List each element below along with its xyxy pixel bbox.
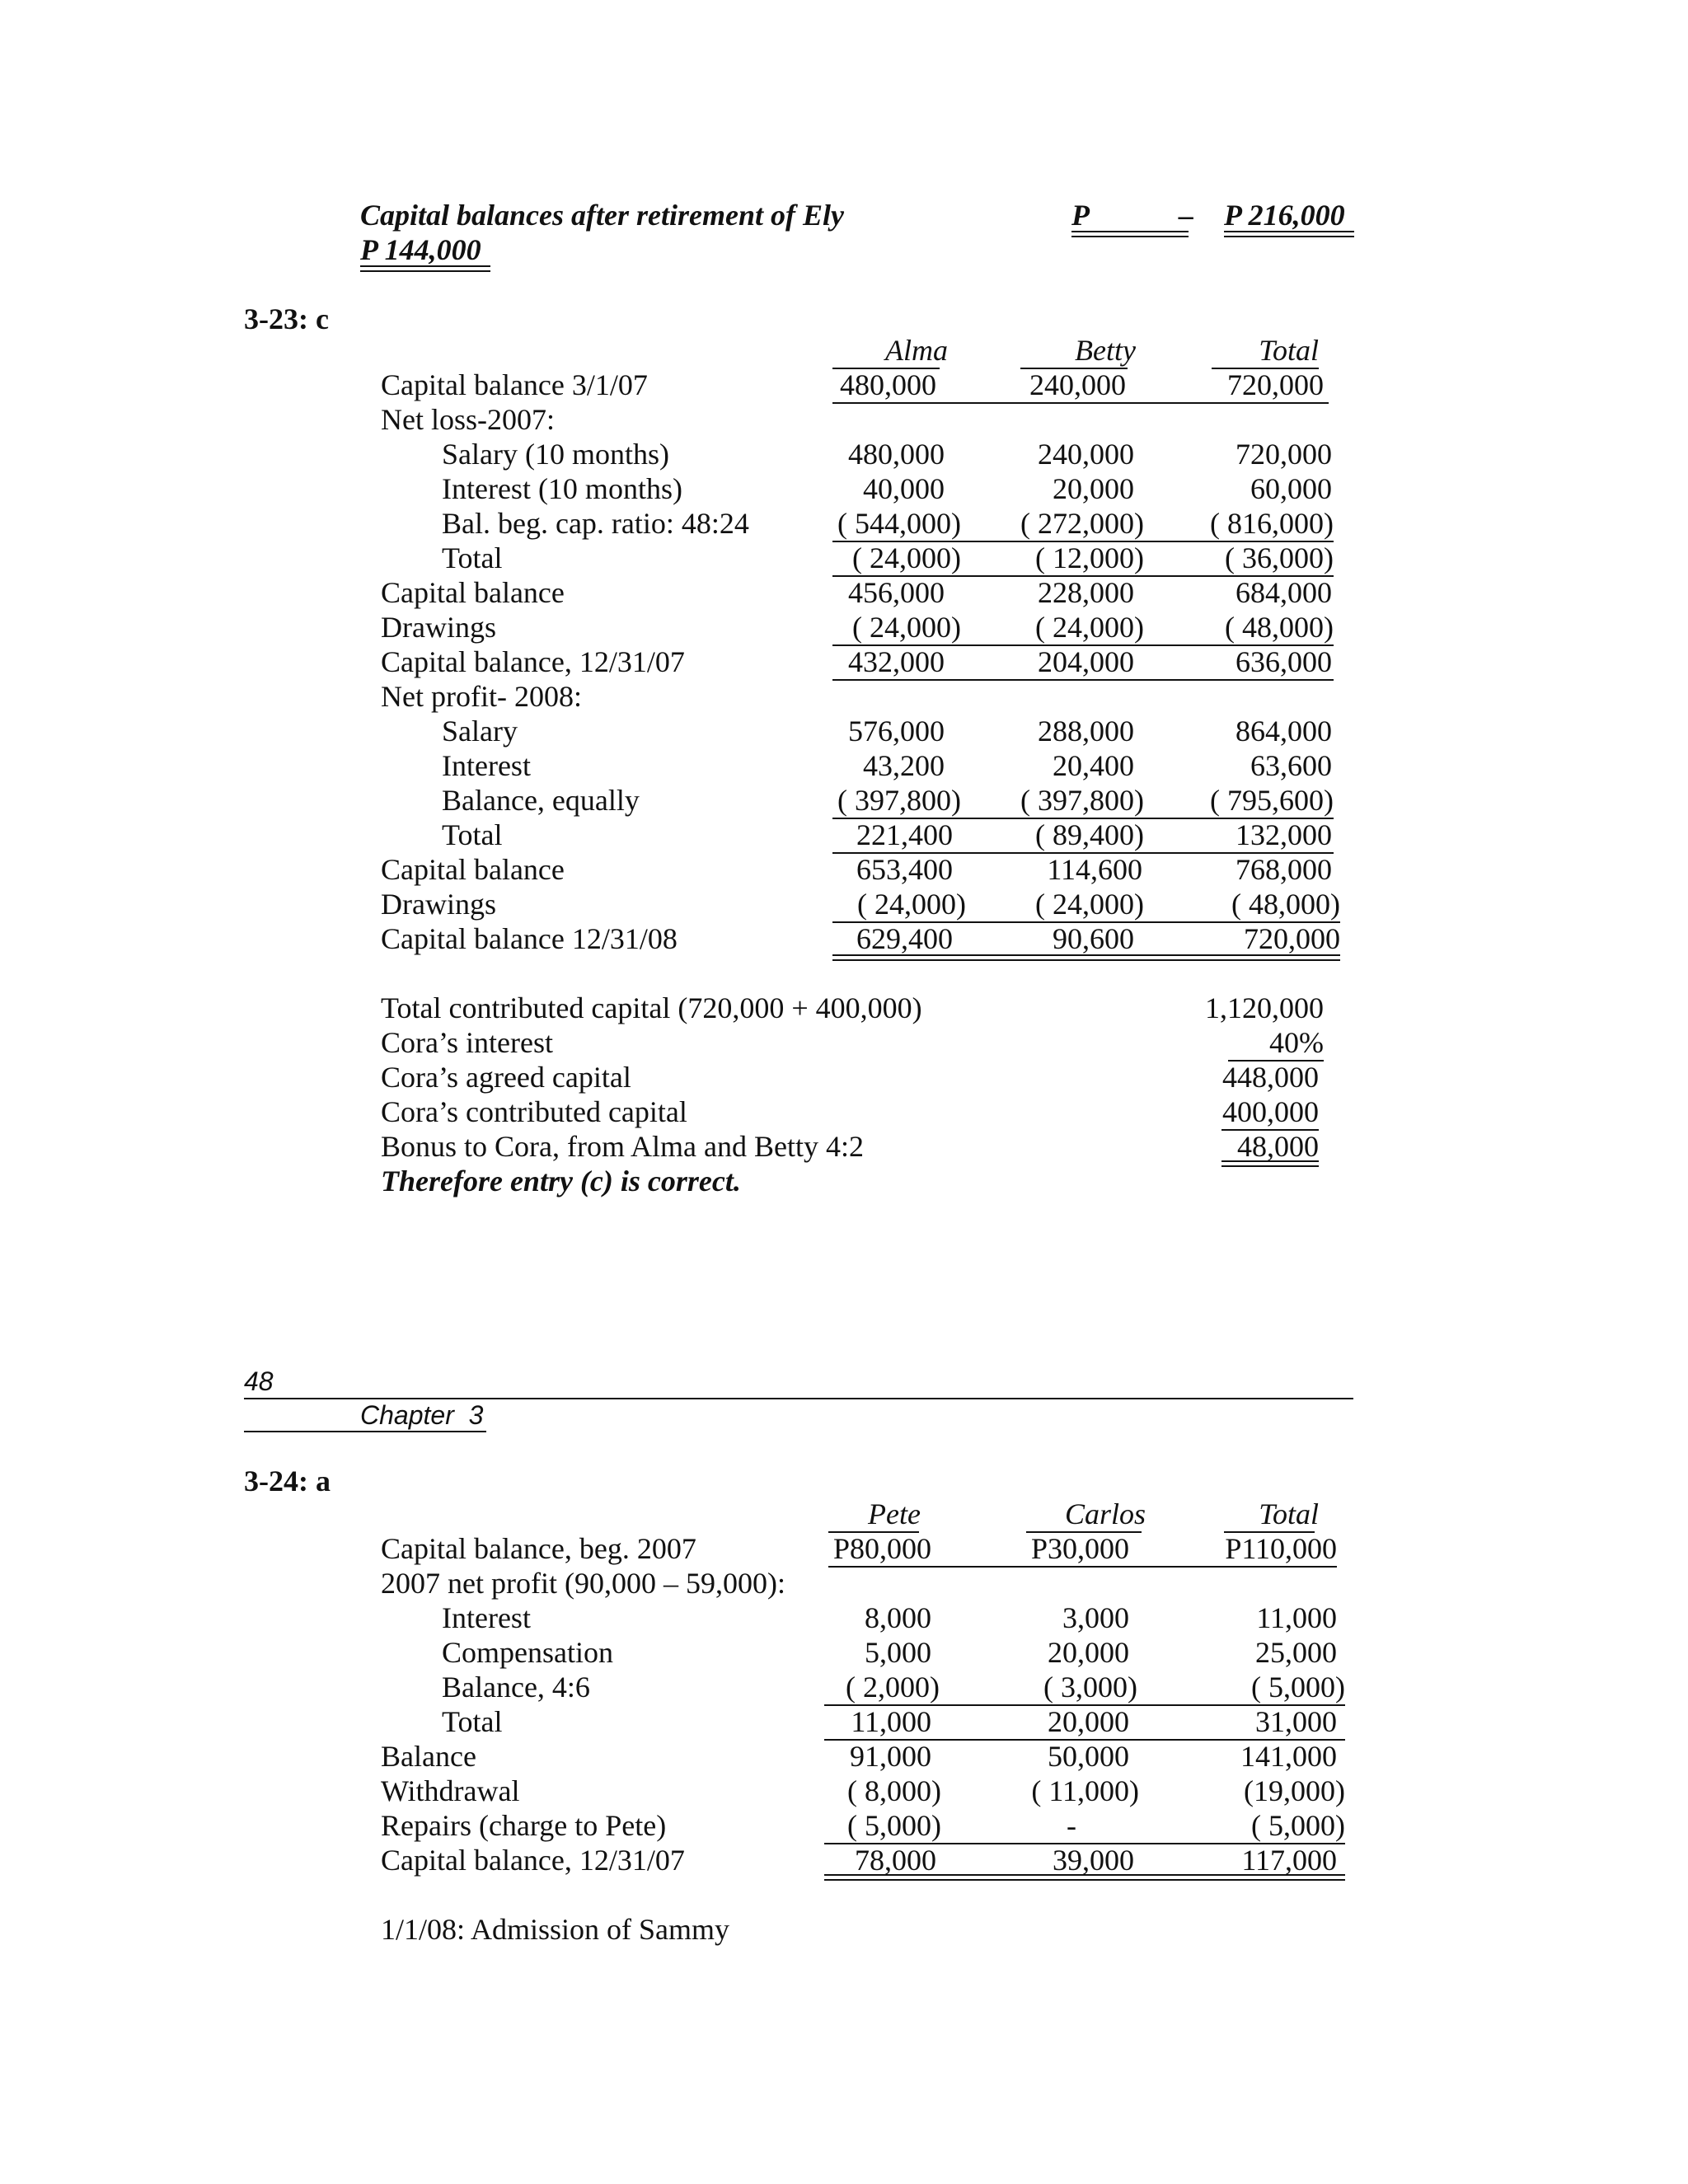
cell-carlos: 20,000	[1048, 1705, 1129, 1738]
summary-value: 1,120,000	[1205, 991, 1324, 1024]
row-label: Interest	[442, 749, 531, 782]
row-label: Total	[442, 541, 503, 574]
row-label: Withdrawal	[381, 1774, 520, 1807]
cell-total: 60,000	[1250, 472, 1332, 505]
cell-total: 11,000	[1256, 1601, 1337, 1634]
header-total: Total	[1259, 1497, 1319, 1530]
cell-carlos: 3,000	[1062, 1601, 1129, 1634]
summary-value: 40%	[1269, 1026, 1324, 1059]
cell-betty: 240,000	[1038, 438, 1134, 471]
cell-betty: ( 397,800)	[1020, 784, 1144, 817]
cell-total: ( 48,000)	[1231, 888, 1340, 921]
row-label: Total	[442, 1705, 503, 1738]
row0-underline-3-24	[828, 1566, 1337, 1568]
cell-alma: 43,200	[863, 749, 945, 782]
cell-carlos: -	[1067, 1809, 1076, 1842]
cell-betty: ( 12,000)	[1035, 541, 1144, 574]
cell-betty: 228,000	[1038, 576, 1134, 609]
dash: –	[1179, 199, 1193, 232]
cell-pete: 91,000	[850, 1740, 931, 1773]
cell-betty: 20,400	[1053, 749, 1134, 782]
row-label: Compensation	[442, 1636, 613, 1669]
cell-betty: 288,000	[1038, 715, 1134, 748]
summary-label: Cora’s interest	[381, 1026, 553, 1059]
cell-alma: 653,400	[856, 853, 953, 886]
row-label: Balance, equally	[442, 784, 640, 817]
row9-double-underline-3-24	[824, 1874, 1345, 1881]
cell-total: ( 816,000)	[1210, 507, 1334, 540]
cell-alma: ( 24,000)	[857, 888, 966, 921]
header-total: Total	[1259, 334, 1319, 367]
retirement-second-amount: P 144,000	[360, 233, 481, 266]
cell-pete: P80,000	[832, 1532, 931, 1565]
cell-alma: 480,000	[848, 438, 945, 471]
cell-carlos: 39,000	[1053, 1844, 1134, 1877]
cell-betty: ( 272,000)	[1020, 507, 1144, 540]
retirement-heading: Capital balances after retirement of Ely	[360, 199, 844, 232]
summary-label: Cora’s agreed capital	[381, 1061, 631, 1094]
row-label: Net profit- 2008:	[381, 680, 582, 713]
admission-note: 1/1/08: Admission of Sammy	[381, 1913, 730, 1946]
cell-pete: 8,000	[865, 1601, 931, 1634]
summary4-double-underline	[1221, 1160, 1319, 1167]
row-label: Drawings	[381, 611, 496, 644]
summary-label: Bonus to Cora, from Alma and Betty 4:2	[381, 1130, 864, 1163]
row0-underline	[832, 402, 1329, 404]
cell-total: 720,000	[1227, 368, 1324, 401]
p-label: P	[1071, 199, 1090, 232]
chapter-rule	[244, 1431, 486, 1432]
cell-total: 117,000	[1241, 1844, 1337, 1877]
cell-betty: 90,600	[1053, 922, 1134, 955]
cell-total: 31,000	[1255, 1705, 1337, 1738]
row-label: Interest	[442, 1601, 531, 1634]
cell-total: (19,000)	[1244, 1774, 1345, 1807]
cell-alma: 221,400	[856, 818, 953, 851]
summary-value: 448,000	[1222, 1061, 1319, 1094]
cell-betty: 114,600	[1047, 853, 1142, 886]
row-label: Capital balance 12/31/08	[381, 922, 678, 955]
retirement-total-amount: P 216,000	[1224, 199, 1345, 232]
cell-pete: 11,000	[851, 1705, 931, 1738]
row-label: Net loss-2007:	[381, 403, 555, 436]
cell-total: ( 795,600)	[1210, 784, 1334, 817]
cell-betty: 204,000	[1038, 645, 1134, 678]
cell-pete: ( 2,000)	[846, 1671, 940, 1704]
cell-carlos: P30,000	[1030, 1532, 1129, 1565]
row-label: Capital balance, beg. 2007	[381, 1532, 696, 1565]
cell-alma: 432,000	[848, 645, 945, 678]
cell-carlos: 50,000	[1048, 1740, 1129, 1773]
cell-alma: ( 397,800)	[837, 784, 961, 817]
cell-alma: ( 544,000)	[837, 507, 961, 540]
problem-3-24-label: 3-24: a	[244, 1465, 331, 1497]
cell-alma: 456,000	[848, 576, 945, 609]
cell-alma: 40,000	[863, 472, 945, 505]
row-label: Repairs (charge to Pete)	[381, 1809, 667, 1842]
total-amount-double-underline	[1224, 231, 1354, 237]
cell-total: 720,000	[1244, 922, 1340, 955]
second-amount-double-underline	[360, 265, 490, 272]
row-label: Balance, 4:6	[442, 1671, 590, 1704]
cell-total: ( 48,000)	[1225, 611, 1334, 644]
row-label: Bal. beg. cap. ratio: 48:24	[442, 507, 749, 540]
cell-carlos: 20,000	[1048, 1636, 1129, 1669]
cell-alma: 576,000	[848, 715, 945, 748]
row-label: Capital balance, 12/31/07	[381, 645, 685, 678]
cell-betty: ( 24,000)	[1035, 611, 1144, 644]
row-label: Balance	[381, 1740, 476, 1773]
cell-total: P110,000	[1225, 1532, 1337, 1565]
cell-pete: ( 5,000)	[847, 1809, 941, 1842]
row-label: 2007 net profit (90,000 – 59,000):	[381, 1567, 785, 1600]
cell-total: 132,000	[1236, 818, 1332, 851]
cell-pete: 5,000	[865, 1636, 931, 1669]
cell-total: 864,000	[1236, 715, 1332, 748]
row-label: Capital balance, 12/31/07	[381, 1844, 685, 1877]
cell-pete: 78,000	[855, 1844, 936, 1877]
header-betty: Betty	[1075, 334, 1136, 367]
row-label: Total	[442, 818, 503, 851]
cell-total: ( 36,000)	[1225, 541, 1334, 574]
p-label-double-underline	[1071, 231, 1189, 237]
cell-total: 684,000	[1236, 576, 1332, 609]
summary-value: 400,000	[1222, 1095, 1319, 1128]
summary-label: Cora’s contributed capital	[381, 1095, 687, 1128]
header-carlos: Carlos	[1064, 1497, 1146, 1530]
cell-carlos: ( 11,000)	[1031, 1774, 1139, 1807]
summary-value: 48,000	[1237, 1130, 1319, 1163]
header-alma: Alma	[885, 334, 948, 367]
cell-total: 636,000	[1236, 645, 1332, 678]
cell-alma: ( 24,000)	[852, 611, 961, 644]
cell-total: 720,000	[1236, 438, 1332, 471]
conclusion: Therefore entry (c) is correct.	[381, 1165, 741, 1197]
cell-alma: ( 24,000)	[852, 541, 961, 574]
cell-total: 25,000	[1255, 1636, 1337, 1669]
cell-carlos: ( 3,000)	[1043, 1671, 1137, 1704]
cell-betty: 240,000	[1029, 368, 1126, 401]
summary-label: Total contributed capital (720,000 + 400,000)	[381, 991, 922, 1024]
cell-alma: 629,400	[856, 922, 953, 955]
row-label: Drawings	[381, 888, 496, 921]
header-pete: Pete	[868, 1497, 921, 1530]
row-label: Capital balance	[381, 853, 565, 886]
cell-betty: ( 89,400)	[1035, 818, 1144, 851]
cell-betty: 20,000	[1053, 472, 1134, 505]
cell-pete: ( 8,000)	[847, 1774, 941, 1807]
row8-underline	[832, 679, 1334, 681]
row-label: Interest (10 months)	[442, 472, 682, 505]
cell-total: ( 5,000)	[1251, 1809, 1345, 1842]
row16-double-underline	[832, 954, 1340, 961]
chapter-header: Chapter 3	[360, 1400, 484, 1430]
cell-total: 768,000	[1236, 853, 1332, 886]
cell-total: 63,600	[1250, 749, 1332, 782]
cell-total: 141,000	[1240, 1740, 1337, 1773]
page-number: 48	[244, 1366, 274, 1396]
cell-betty: ( 24,000)	[1035, 888, 1144, 921]
row-label: Capital balance 3/1/07	[381, 368, 648, 401]
cell-total: ( 5,000)	[1251, 1671, 1345, 1704]
cell-alma: 480,000	[840, 368, 936, 401]
problem-3-23-label: 3-23: c	[244, 302, 329, 335]
row-label: Salary	[442, 715, 518, 748]
row-label: Capital balance	[381, 576, 565, 609]
row-label: Salary (10 months)	[442, 438, 669, 471]
